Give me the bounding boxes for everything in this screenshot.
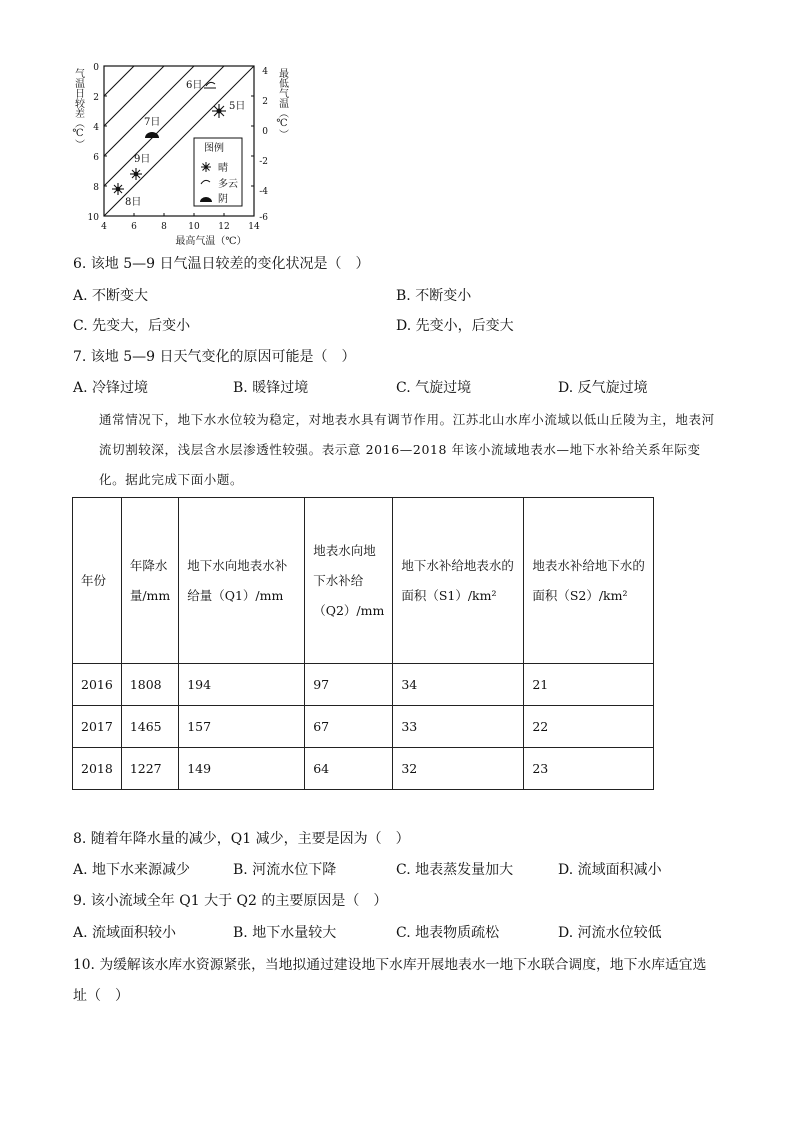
right-tick: -4 bbox=[259, 187, 268, 197]
q9-option-b[interactable]: B. 地下水量较大 bbox=[233, 925, 337, 941]
point-day7 bbox=[144, 116, 160, 138]
x-tick: 14 bbox=[248, 222, 260, 232]
left-tick: 10 bbox=[87, 213, 99, 223]
x-axis-title: 最高气温（℃） bbox=[175, 236, 247, 247]
header-cell: 年份 bbox=[73, 498, 122, 664]
point-day6 bbox=[186, 79, 216, 91]
table-cell: 33 bbox=[393, 706, 524, 748]
right-tick: -6 bbox=[259, 213, 268, 223]
legend-label: 多云 bbox=[218, 179, 238, 190]
right-tick: 4 bbox=[262, 67, 268, 77]
q8-option-b[interactable]: B. 河流水位下降 bbox=[233, 862, 337, 878]
q8-option-c[interactable]: C. 地表蒸发量加大 bbox=[396, 862, 514, 878]
question-6-stem: 6. 该地 5—9 日气温日较差的变化状况是（ ） bbox=[73, 256, 370, 272]
table-row bbox=[73, 706, 654, 748]
point-label: 6日 bbox=[186, 80, 203, 91]
q6-option-b[interactable]: B. 不断变小 bbox=[396, 288, 472, 304]
question-9-stem: 9. 该小流域全年 Q1 大于 Q2 的主要原因是（ ） bbox=[73, 893, 388, 909]
left-tick: 0 bbox=[93, 63, 99, 73]
q7-option-d[interactable]: D. 反气旋过境 bbox=[558, 380, 648, 396]
header-cell: 年降水量/mm bbox=[121, 498, 178, 664]
chart-svg bbox=[64, 58, 288, 258]
q8-option-d[interactable]: D. 流域面积减小 bbox=[558, 862, 662, 878]
table-cell: 64 bbox=[305, 748, 393, 790]
table-cell: 1227 bbox=[121, 748, 178, 790]
q9-option-a[interactable]: A. 流域面积较小 bbox=[73, 925, 177, 941]
left-tick: 6 bbox=[93, 153, 99, 163]
header-cell: 地表水补给地下水的面积（S2）/km² bbox=[524, 498, 654, 664]
table-row bbox=[73, 664, 654, 706]
temperature-chart bbox=[64, 58, 288, 258]
q8-option-a[interactable]: A. 地下水来源减少 bbox=[73, 862, 191, 878]
q7-option-b[interactable]: B. 暖锋过境 bbox=[233, 380, 309, 396]
x-tick: 4 bbox=[101, 222, 107, 232]
header-cell: 地下水补给地表水的面积（S1）/km² bbox=[393, 498, 524, 664]
legend bbox=[194, 138, 242, 206]
question-8-stem: 8. 随着年降水量的减少，Q1 减少，主要是因为（ ） bbox=[73, 831, 410, 847]
legend-label: 阴 bbox=[218, 194, 228, 205]
point-label: 9日 bbox=[134, 154, 151, 165]
left-tick: 2 bbox=[93, 93, 99, 103]
right-tick: 0 bbox=[262, 127, 268, 137]
right-axis-title: 最低气温（℃） bbox=[276, 68, 288, 139]
q6-option-d[interactable]: D. 先变小，后变大 bbox=[396, 318, 514, 334]
legend-title: 图例 bbox=[204, 143, 224, 154]
q7-option-a[interactable]: A. 冷锋过境 bbox=[73, 380, 149, 396]
q9-option-d[interactable]: D. 河流水位较低 bbox=[558, 925, 662, 941]
table-cell: 34 bbox=[393, 664, 524, 706]
table-cell: 23 bbox=[524, 748, 654, 790]
table-cell: 2016 bbox=[73, 664, 122, 706]
x-tick: 12 bbox=[218, 222, 230, 232]
q9-option-c[interactable]: C. 地表物质疏松 bbox=[396, 925, 500, 941]
reading-passage bbox=[73, 405, 723, 495]
recharge-table bbox=[72, 497, 654, 790]
question-10-stem-line1: 10. 为缓解该水库水资源紧张，当地拟通过建设地下水库开展地表水一地下水联合调度，地下水库适宜选 bbox=[73, 957, 707, 973]
q7-option-c[interactable]: C. 气旋过境 bbox=[396, 380, 472, 396]
point-label: 8日 bbox=[125, 197, 142, 208]
x-tick: 10 bbox=[188, 222, 200, 232]
table-cell: 1808 bbox=[121, 664, 178, 706]
left-axis-title: 气温日较差（℃） bbox=[72, 68, 84, 149]
table-header-row bbox=[73, 498, 654, 664]
header-cell: 地下水向地表水补给量（Q1）/mm bbox=[179, 498, 305, 664]
point-day9 bbox=[130, 153, 150, 180]
right-tick: 2 bbox=[262, 97, 268, 107]
x-tick: 6 bbox=[131, 222, 137, 232]
header-cell: 地表水向地下水补给（Q2）/mm bbox=[305, 498, 393, 664]
table-row bbox=[73, 748, 654, 790]
table-cell: 32 bbox=[393, 748, 524, 790]
point-label: 7日 bbox=[144, 117, 161, 128]
table-cell: 21 bbox=[524, 664, 654, 706]
table-cell: 67 bbox=[305, 706, 393, 748]
table-cell: 157 bbox=[179, 706, 305, 748]
table-cell: 194 bbox=[179, 664, 305, 706]
table-cell: 22 bbox=[524, 706, 654, 748]
q6-option-a[interactable]: A. 不断变大 bbox=[73, 288, 149, 304]
table-cell: 97 bbox=[305, 664, 393, 706]
question-7-stem: 7. 该地 5—9 日天气变化的原因可能是（ ） bbox=[73, 349, 356, 365]
left-tick: 4 bbox=[93, 123, 99, 133]
legend-label: 晴 bbox=[218, 163, 228, 174]
table-cell: 2017 bbox=[73, 706, 122, 748]
table-cell: 149 bbox=[179, 748, 305, 790]
point-label: 5日 bbox=[229, 101, 246, 112]
q6-option-c[interactable]: C. 先变大，后变小 bbox=[73, 318, 191, 334]
table-cell: 1465 bbox=[121, 706, 178, 748]
right-tick: -2 bbox=[259, 157, 268, 167]
x-tick: 8 bbox=[161, 222, 167, 232]
left-tick: 8 bbox=[93, 183, 99, 193]
question-10-stem-line2: 址（ ） bbox=[73, 988, 129, 1004]
passage-text: 通常情况下，地下水水位较为稳定，对地表水具有调节作用。江苏北山水库小流域以低山丘陵为主，地表河流切割较深，浅层含水层渗透性较强。表示意 2016—2018 年该小流域地表水—地下水补给关系年际变化。据此完成下面小题。 bbox=[99, 412, 715, 487]
table-cell: 2018 bbox=[73, 748, 122, 790]
